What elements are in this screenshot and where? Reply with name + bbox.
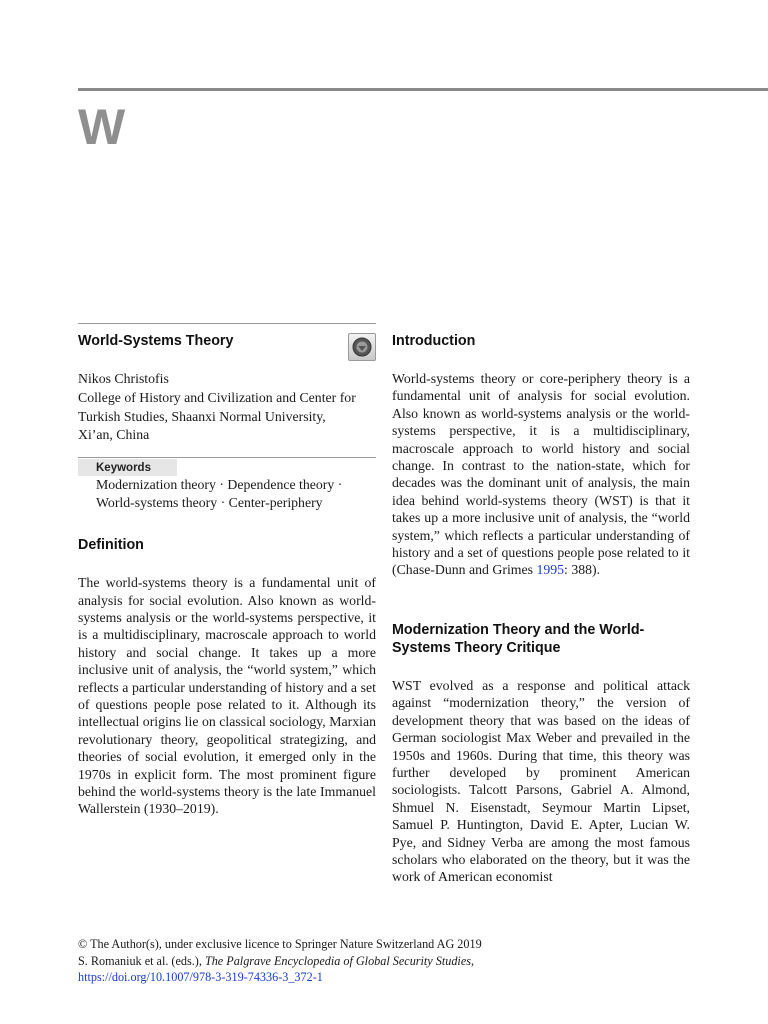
right-column	[392, 323, 690, 886]
introduction-heading: Introduction	[392, 333, 476, 349]
top-rule	[78, 88, 768, 91]
keywords-label: Keywords	[78, 459, 177, 476]
affiliation-line: Xi’an, China	[78, 427, 150, 443]
citation-line	[78, 953, 678, 970]
introduction-text-end: : 388).	[564, 562, 601, 578]
introduction-paragraph	[392, 370, 690, 579]
book-title: The Palgrave Encyclopedia of Global Security Studies	[204, 953, 471, 968]
keywords-line: Modernization theory · Dependence theory ·	[96, 477, 343, 493]
left-column	[78, 323, 376, 818]
footer	[78, 936, 678, 986]
article-title: World-Systems Theory	[78, 333, 234, 349]
copyright-line: © The Author(s), under exclusive licence to Springer Nature Switzerland AG 2019	[78, 937, 482, 951]
definition-paragraph: The world-systems theory is a fundamental unit of analysis for social evolution. Also known as world-systems analysis or the world-systems perspective, it is a multidisciplinary, macroscale approach to world history and social change. It takes up a more inclusive unit of analysis, the “world system,” which reflects a particular understanding of history and a set of questions people pose related to it. Although its intellectual origins lie on classical sociology, Marxian revolutionary theory, geopolitical strategizing, and theories of social evolution, it emerged only in the 1970s in explicit form. The most prominent figure behind the world-systems theory is the late Immanuel Wallerstein (1930–2019).	[78, 575, 376, 817]
author-block	[78, 370, 376, 445]
citation-link[interactable]: 1995	[536, 562, 565, 578]
modernization-heading: Modernization Theory and the World-Systems Theory Critique	[392, 621, 645, 656]
definition-heading: Definition	[78, 537, 144, 554]
check-for-updates-icon[interactable]	[348, 333, 376, 361]
keywords-line: World-systems theory · Center-periphery	[96, 495, 323, 511]
keywords-box	[78, 457, 376, 512]
affiliation-line: Turkish Studies, Shaanxi Normal University,	[78, 408, 326, 424]
citation-prefix: S. Romaniuk et al. (eds.),	[78, 953, 205, 968]
affiliation-line: College of History and Civilization and Center for	[78, 389, 356, 405]
citation-suffix: ,	[470, 953, 475, 968]
modernization-paragraph: WST evolved as a response and political attack against “modernization theory,” the version of development theory that was based on the ideas of German sociologist Max Weber and prevailed in the 1950s and 1960s. During that time, this theory was further developed by prominent American sociologists. Talcott Parsons, Gabriel A. Almond, Shmuel N. Eisenstadt, Seymour Martin Lipset, Samuel P. Huntington, David E. Apter, Lucian W. Pye, and Sidney Verba are among the most famous scholars who elaborated on the theory, but it was the work of American economist	[392, 677, 690, 885]
author-name: Nikos Christofis	[78, 371, 169, 386]
title-row	[78, 324, 376, 366]
doi-link[interactable]: https://doi.org/10.1007/978-3-319-74336-3_372-1	[78, 970, 323, 984]
section-letter: W	[78, 99, 125, 155]
introduction-text: World-systems theory or core-periphery theory is a fundamental unit of analysis for social evolution. Also known as world-systems analysis or the world-systems perspective, it is a multidisciplinary, macroscale approach to world history and social change. In contrast to the nation-state, which for decades was the dominant unit of analysis, the main idea behind world-systems theory (WST) is that it takes up a more inclusive unit of analysis, the “world system,” which reflects a particular understanding of history and a set of questions people pose related to it (Chase-Dunn and Grimes	[392, 371, 690, 578]
